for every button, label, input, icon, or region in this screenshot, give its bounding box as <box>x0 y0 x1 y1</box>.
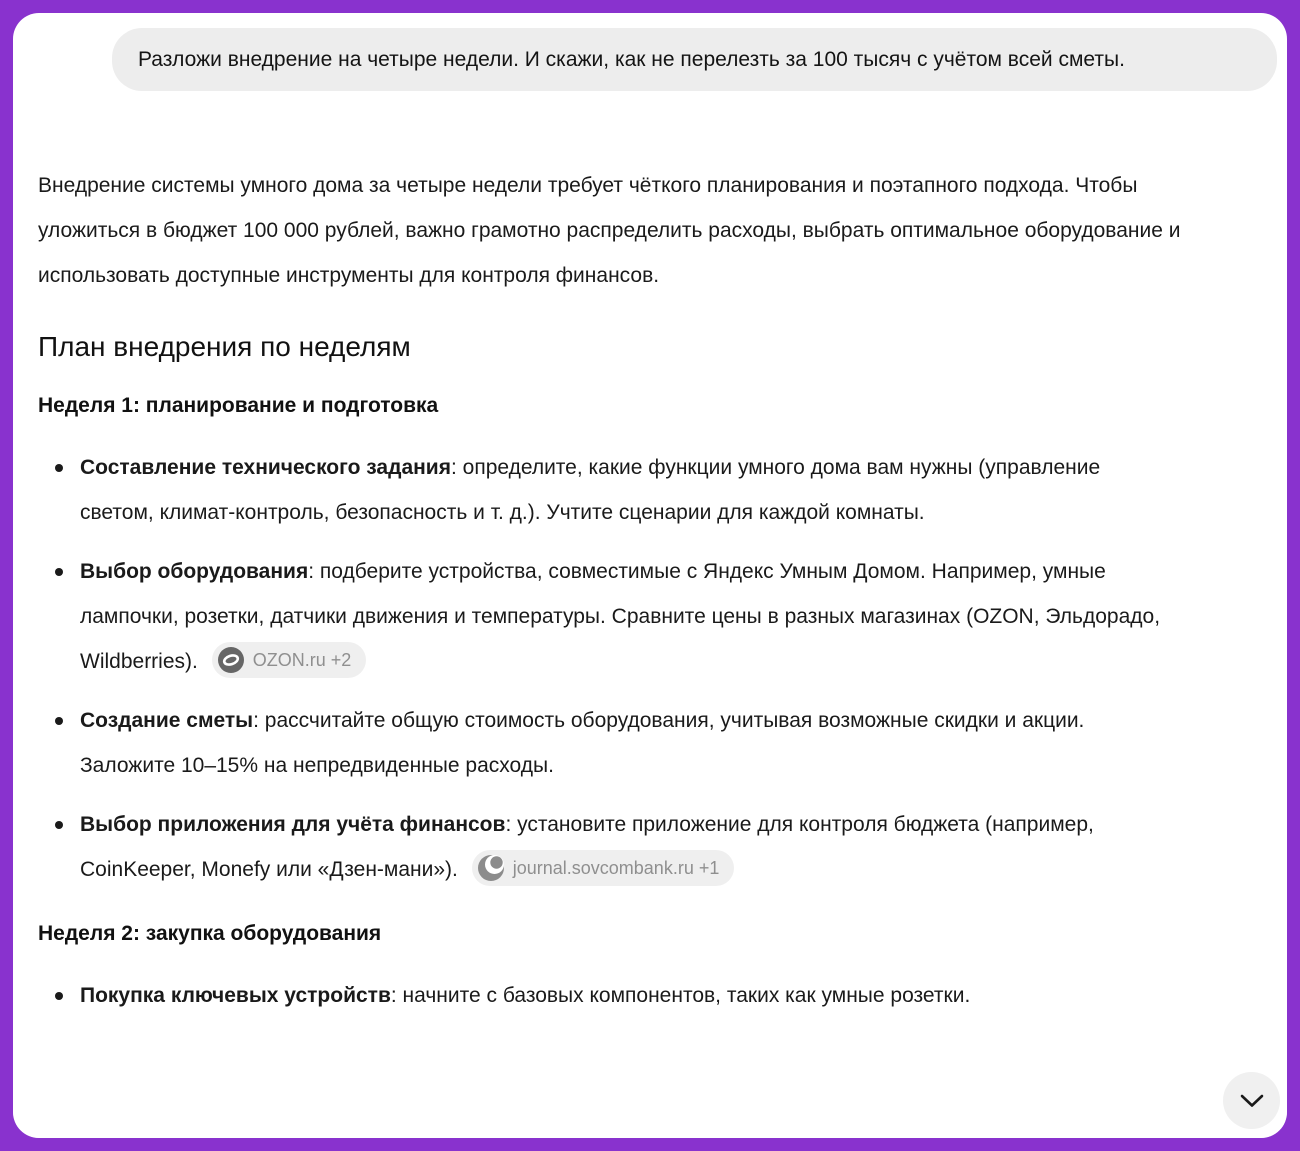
week2-title: Неделя 2: закупка оборудования <box>38 922 382 945</box>
chat-frame <box>13 13 1287 1138</box>
citation-label: OZON.ru +2 <box>252 650 352 671</box>
item-lead: Создание сметы <box>80 709 254 732</box>
sovcombank-favicon-icon <box>478 855 504 881</box>
item-text: : установите приложение для контроля бюджета (например, CoinKeeper, Monefy или «Дзен-мани»). <box>80 813 1094 881</box>
item-lead: Выбор приложения для учёта финансов <box>80 813 506 836</box>
week1-list <box>38 445 1188 892</box>
citation-label: journal.sovcombank.ru +1 <box>512 858 720 879</box>
user-message-bubble <box>112 28 1277 91</box>
week2-list <box>38 973 1188 1018</box>
user-message-text: Разложи внедрение на четыре недели. И скажи, как не перелезть за 100 тысяч с учётом всей сметы. <box>138 48 1125 71</box>
week1-title: Неделя 1: планирование и подготовка <box>38 394 439 417</box>
item-text: : начните с базовых компонентов, таких как умные розетки. <box>390 984 971 1007</box>
scroll-down-button[interactable] <box>1223 1072 1280 1129</box>
bottom-fade-overlay <box>13 1053 1287 1138</box>
item-text: : подберите устройства, совместимые с Яндекс Умным Домом. Например, умные лампочки, розетки, датчики движения и температуры. Сравните цены в разных магазинах (OZON, Эльдорадо, Wildberries). <box>80 560 1161 673</box>
chat-scroll-area[interactable] <box>13 13 1287 1018</box>
list-item <box>38 445 1188 535</box>
plan-section-title: План внедрения по неделям <box>38 331 411 362</box>
item-lead: Выбор оборудования <box>80 560 309 583</box>
list-item <box>38 802 1188 892</box>
ozon-favicon-icon <box>218 647 244 673</box>
answer-intro-paragraph: Внедрение системы умного дома за четыре недели требует чёткого планирования и поэтапного подхода. Чтобы уложиться в бюджет 100 000 рублей, важно грамотно распределить расходы, выбрать оптимальное оборудование и использовать доступные инструменты для контроля финансов. <box>38 174 1181 287</box>
list-item <box>38 698 1188 788</box>
assistant-answer <box>26 163 1188 1018</box>
item-lead: Покупка ключевых устройств <box>80 984 391 1007</box>
list-item <box>38 973 1188 1018</box>
list-item <box>38 549 1188 684</box>
citation-chip-ozon[interactable] <box>212 642 367 678</box>
item-text: : рассчитайте общую стоимость оборудования, учитывая возможные скидки и акции. Заложите 10–15% на непредвиденные расходы. <box>80 709 1085 777</box>
item-text: : определите, какие функции умного дома вам нужны (управление светом, климат-контроль, безопасность и т. д.). Учтите сценарии для каждой комнаты. <box>80 456 1101 524</box>
item-lead: Составление технического задания <box>80 456 451 479</box>
citation-chip-sovcombank[interactable] <box>472 850 735 886</box>
chevron-down-icon <box>1240 1094 1264 1108</box>
